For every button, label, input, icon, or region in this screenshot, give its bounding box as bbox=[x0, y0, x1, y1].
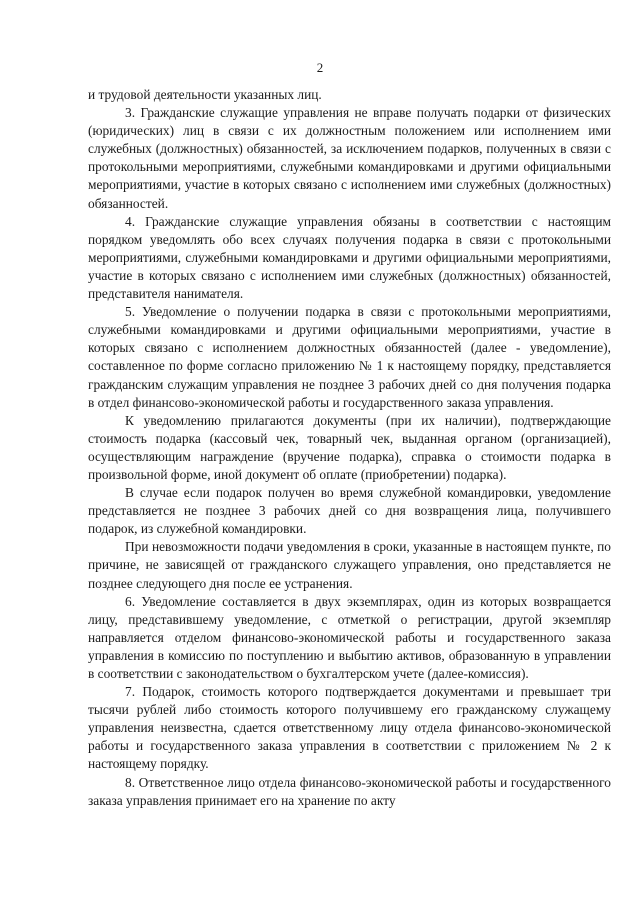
paragraph-item-6: 6. Уведомление составляется в двух экземплярах, один из которых возвращается лицу, представившему уведомление, с отметкой о регистрации, другой экземпляр направляется отделом финансово-экономической работы и государственного заказа управления в комиссию по поступлению и выбытию активов, образованную в управлении в соответствии с законодательством о бухгалтерском учете (далее-комиссия). bbox=[88, 593, 611, 681]
paragraph-item-7: 7. Подарок, стоимость которого подтверждается документами и превышает три тысячи рублей либо стоимость которого получившему его гражданскому служащему управления неизвестна, сдается ответственному лицу отдела финансово-экономической работы и государственного заказа управления в соответствии с приложением № 2 к настоящему порядку. bbox=[88, 684, 611, 772]
paragraph-attachments: К уведомлению прилагаются документы (при их наличии), подтверждающие стоимость подарка (кассовый чек, товарный чек, выданная органом (организацией), осуществляющим награждение (вручение подарка), справка о стоимости подарка в произвольной форме, иной документ об оплате (приобретении) подарка). bbox=[88, 412, 611, 482]
paragraph-business-trip: В случае если подарок получен во время служебной командировки, уведомление представляется не позднее 3 рабочих дней со дня возвращения лица, получившего подарок, из служебной командировки. bbox=[88, 485, 611, 537]
paragraph-item-5: 5. Уведомление о получении подарка в связи с протокольными мероприятиями, служебными командировками и другими официальными мероприятиями, участие в которых связано с исполнением должностных обязанностей (далее - уведомление), составленное по форме согласно приложению № 1 к настоящему порядку, представляется гражданским служащим управления не позднее 3 рабочих дней со дня получения подарка в отдел финансово-экономической работы и государственного заказа управления. bbox=[88, 304, 611, 410]
paragraph-item-8: 8. Ответственное лицо отдела финансово-экономической работы и государственного заказа управления принимает его на хранение по акту bbox=[88, 774, 611, 808]
paragraph-item-3: 3. Гражданские служащие управления не вправе получать подарки от физических (юридических) лиц в связи с их должностным положением или исполнением ими служебных (должностных) обязанностей, за исключением подарков, полученных в связи с протокольными мероприятиями, служебными командировками и другими официальными мероприятиями, участие в которых связано с исполнением ими служебных (должностных) обязанностей. bbox=[88, 105, 611, 211]
paragraph-item-4: 4. Гражданские служащие управления обязаны в соответствии с настоящим порядком уведомлять обо всех случаях получения подарка в связи с протокольными мероприятиями, служебными командировками и другими официальными мероприятиями, участие в которых связано с исполнением ими служебных (должностных) обязанностей, представителя нанимателя. bbox=[88, 213, 611, 302]
paragraph-impossibility: При невозможности подачи уведомления в сроки, указанные в настоящем пункте, по причине, не зависящей от гражданского служащего управления, оно представляется не позднее следующего дня после ее устранения. bbox=[88, 539, 611, 591]
page-number: 2 bbox=[316, 60, 324, 75]
document-body bbox=[88, 86, 611, 810]
paragraph-continuation: и трудовой деятельности указанных лиц. bbox=[88, 87, 322, 102]
